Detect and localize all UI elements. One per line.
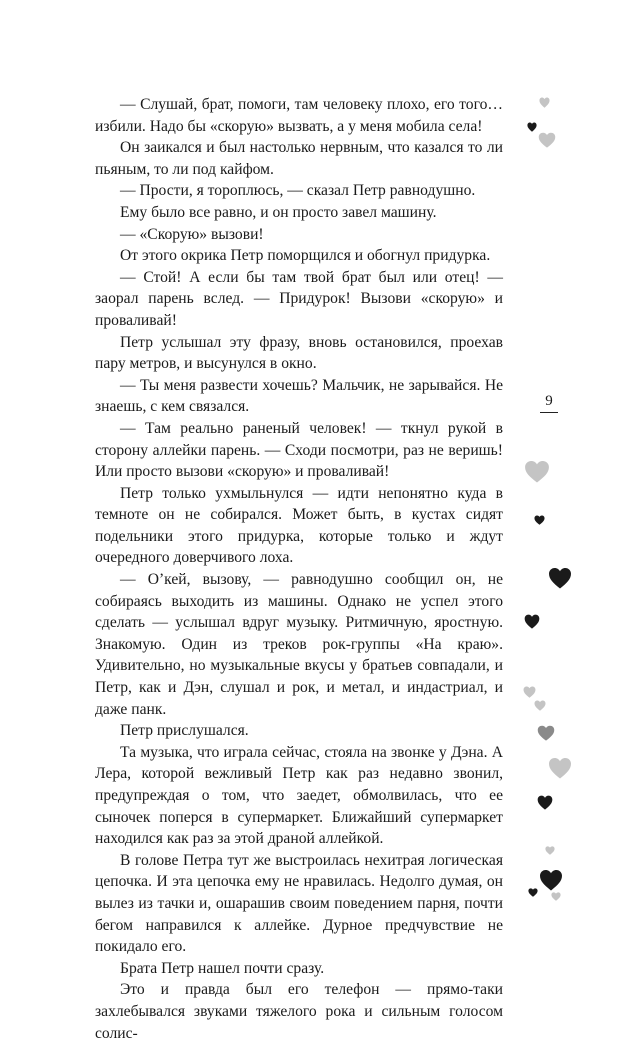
paragraph: — Стой! А если бы там твой брат был или отец! — заорал парень вслед. — Придурок! Вызови «скорую» и проваливай!: [95, 268, 503, 329]
heart-icon: [523, 686, 536, 698]
heart-icon: [534, 515, 545, 525]
paragraph: Петр услышал эту фразу, вновь остановился, проехав пару метров, и высунулся в окно.: [95, 333, 503, 373]
paragraph: — Прости, я тороплюсь, — сказал Петр равнодушно.: [120, 182, 476, 200]
heart-icon: [539, 869, 563, 891]
body-text: [95, 94, 503, 1044]
heart-icon: [534, 700, 546, 711]
paragraph: Петр прислушался.: [120, 722, 249, 740]
heart-icon: [528, 888, 538, 897]
paragraph: — О’кей, вызову, — равнодушно сообщил он, не собираясь выходить из машины. Однако не успел этого сделать — услышал вдруг музыку. Ритмичную, яростную. Знакомую. Один из треков рок-группы «На краю». Удивительно, но музыкальные вкусы у братьев совпадали, и Петр, как и Дэн, слушал и рок, и метал, и индастриал, и даже панк.: [95, 571, 503, 718]
heart-icon: [539, 97, 550, 108]
heart-icon: [548, 757, 572, 779]
paragraph: Та музыка, что играла сейчас, стояла на звонке у Дэна. А Лера, которой вежливый Петр как раз недавно звонил, предупреждая о том, что заедет, обмолвилась, что ее сыночек поперся в супермаркет. Ближайший супермаркет находился как раз за этой драной аллейкой.: [95, 743, 503, 848]
paragraph: — Ты меня развести хочешь? Мальчик, не зарывайся. Не знаешь, с кем связался.: [95, 376, 503, 416]
heart-icon: [537, 795, 553, 810]
page-number: 9: [540, 392, 558, 413]
heart-icon: [524, 614, 540, 629]
heart-icon: [548, 567, 572, 589]
paragraph: — «Скорую» вызови!: [120, 225, 264, 243]
heart-icon: [551, 892, 561, 901]
heart-icon: [538, 132, 556, 148]
paragraph: Это и правда был его телефон — прямо-таки захлебывался звуками тяжелого рока и сильным голосом солис-: [95, 981, 503, 1042]
paragraph: В голове Петра тут же выстроилась нехитрая логическая цепочка. И эта цепочка ему не нравилась. Недолго думая, он вылез из тачки и, ошарашив своим поведением парня, почти бегом направился к аллейке. Дурное предчувствие не покидало его.: [95, 851, 503, 956]
paragraph: Ему было все равно, и он просто завел машину.: [120, 203, 437, 221]
paragraph: — Там реально раненый человек! — ткнул рукой в сторону аллейки парень. — Сходи посмотри, раз не веришь! Или просто вызови «скорую» и проваливай!: [95, 419, 503, 481]
heart-icon: [524, 460, 550, 483]
heart-icon: [545, 846, 555, 855]
paragraph: Он заикался и был настолько нервным, что казался то ли пьяным, то ли под кайфом.: [95, 139, 503, 178]
heart-icon: [527, 122, 537, 132]
paragraph: — Слушай, брат, помоги, там человеку плохо, его того… избили. Надо бы «скорую» вызвать, а у меня мобила села!: [95, 96, 503, 135]
paragraph: Петр только ухмыльнулся — идти непонятно куда в темноте он не собирался. Может быть, в кустах сидят подельники этого придурка, которые только и ждут очередного доверчивого лоха.: [95, 484, 503, 567]
heart-icon: [537, 725, 555, 741]
paragraph: Брата Петр нашел почти сразу.: [120, 959, 325, 977]
paragraph: От этого окрика Петр поморщился и обогнул придурка.: [120, 247, 491, 265]
